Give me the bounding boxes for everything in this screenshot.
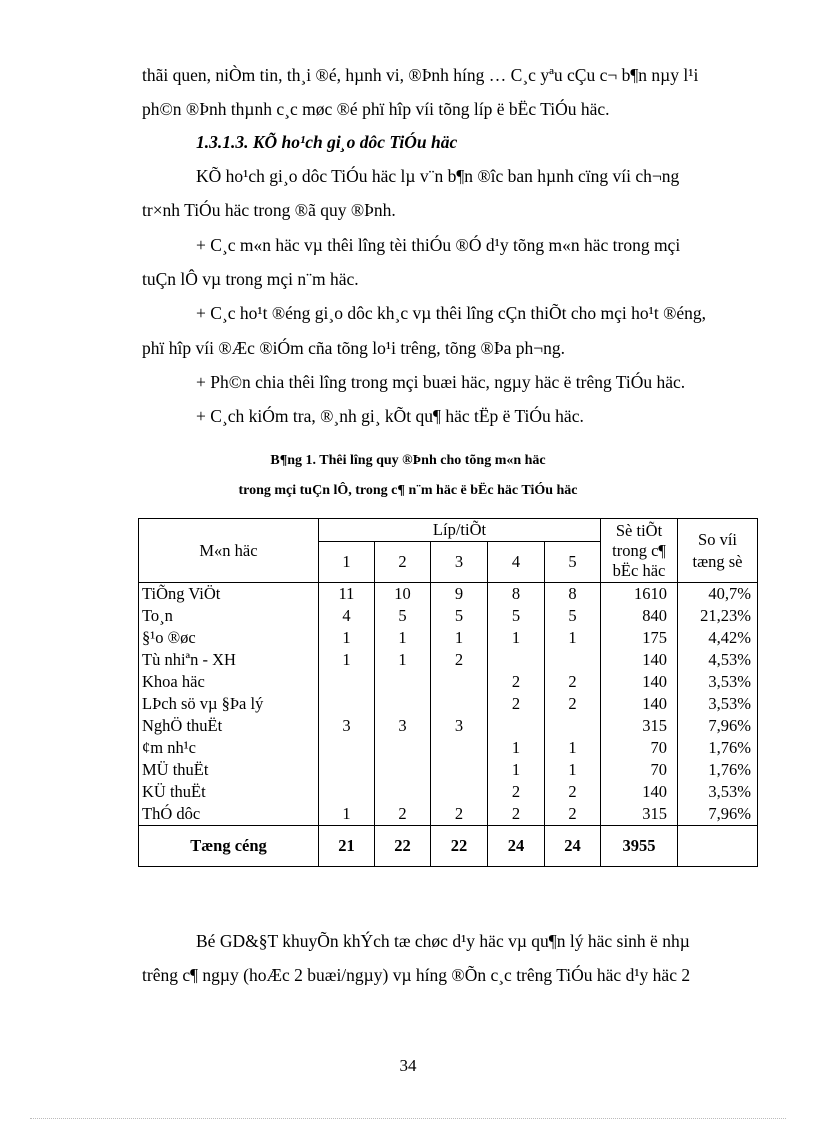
row-grade-3: 2	[431, 649, 488, 671]
row-grade-1: 1	[319, 627, 375, 649]
row-grade-1	[319, 781, 375, 803]
row-grade-5: 8	[545, 583, 601, 606]
row-percent: 40,7%	[678, 583, 758, 606]
header-grade-1: 1	[319, 542, 375, 583]
row-grade-4: 2	[488, 781, 545, 803]
row-subject: ThÓ dôc	[139, 803, 319, 826]
body-line-9: + Ph©n chia thêi lîng trong mçi buæi häc, ngµy häc ë trêng TiÓu häc.	[196, 372, 686, 392]
table-row	[139, 803, 758, 826]
row-grade-4	[488, 649, 545, 671]
row-percent: 21,23%	[678, 605, 758, 627]
header-total-periods: Sè tiÕt trong c¶ bËc häc	[601, 519, 678, 583]
row-percent: 3,53%	[678, 693, 758, 715]
row-grade-3: 2	[431, 803, 488, 826]
row-grade-1: 3	[319, 715, 375, 737]
header-grade-3: 3	[431, 542, 488, 583]
row-percent: 3,53%	[678, 781, 758, 803]
row-grade-4: 2	[488, 803, 545, 826]
row-grade-2: 1	[375, 627, 431, 649]
table-row	[139, 781, 758, 803]
subject-periods-table	[138, 518, 758, 867]
row-grade-4: 8	[488, 583, 545, 606]
table-total-row	[139, 826, 758, 867]
table-row	[139, 759, 758, 781]
row-grade-2	[375, 671, 431, 693]
total-grade-1: 21	[319, 826, 375, 867]
row-grade-5	[545, 649, 601, 671]
row-grade-1: 4	[319, 605, 375, 627]
row-total-periods: 140	[601, 649, 678, 671]
row-grade-2	[375, 693, 431, 715]
row-grade-5: 1	[545, 759, 601, 781]
row-grade-5: 2	[545, 781, 601, 803]
row-subject: MÜ thuËt	[139, 759, 319, 781]
header-subject: M«n häc	[139, 519, 319, 583]
total-grade-3: 22	[431, 826, 488, 867]
row-grade-1	[319, 671, 375, 693]
row-grade-1: 1	[319, 803, 375, 826]
row-total-periods: 315	[601, 803, 678, 826]
row-subject: Khoa häc	[139, 671, 319, 693]
row-grade-3: 9	[431, 583, 488, 606]
table-row	[139, 627, 758, 649]
row-grade-4: 2	[488, 671, 545, 693]
table-caption-line-1: B¶ng 1. Thêi lîng quy ®Þnh cho tõng m«n häc	[270, 453, 546, 468]
header-grade-2: 2	[375, 542, 431, 583]
body-line-12: trêng c¶ ngµy (hoÆc 2 buæi/ngµy) vµ híng ®Õn c¸c trêng TiÓu häc d¹y häc 2	[142, 965, 691, 985]
row-total-periods: 175	[601, 627, 678, 649]
row-grade-4: 2	[488, 693, 545, 715]
total-grade-2: 22	[375, 826, 431, 867]
row-grade-5: 2	[545, 693, 601, 715]
row-subject: KÜ thuËt	[139, 781, 319, 803]
row-grade-5: 2	[545, 803, 601, 826]
row-subject: TiÕng ViÖt	[139, 583, 319, 606]
body-line-7: + C¸c ho¹t ®éng gi¸o dôc kh¸c vµ thêi lîng cÇn thiÕt cho mçi ho¹t ®éng,	[196, 303, 707, 323]
row-grade-3	[431, 759, 488, 781]
row-grade-4: 1	[488, 737, 545, 759]
row-percent: 7,96%	[678, 803, 758, 826]
row-total-periods: 1610	[601, 583, 678, 606]
row-grade-2	[375, 759, 431, 781]
total-periods: 3955	[601, 826, 678, 867]
total-grade-4: 24	[488, 826, 545, 867]
body-line-4: tr×nh TiÓu häc trong ®ã quy ®Þnh.	[142, 200, 396, 220]
row-grade-5: 1	[545, 737, 601, 759]
row-grade-1	[319, 693, 375, 715]
body-line-3: KÕ ho¹ch gi¸o dôc TiÓu häc lµ v¨n b¶n ®îc ban hµnh cïng víi ch¬ng	[196, 166, 680, 186]
table-row	[139, 605, 758, 627]
row-percent: 1,76%	[678, 737, 758, 759]
body-line-1: thãi quen, niÒm tin, th¸i ®é, hµnh vi, ®Þnh híng … C¸c yªu cÇu c¬ b¶n nµy l¹i	[142, 65, 699, 85]
table-row	[139, 583, 758, 606]
header-grade-5: 5	[545, 542, 601, 583]
row-grade-3: 1	[431, 627, 488, 649]
header-grade-4: 4	[488, 542, 545, 583]
row-subject: To¸n	[139, 605, 319, 627]
section-heading: 1.3.1.3. KÕ ho¹ch gi¸o dôc TiÓu häc	[196, 132, 458, 152]
row-percent: 3,53%	[678, 671, 758, 693]
table-row	[139, 737, 758, 759]
row-grade-4	[488, 715, 545, 737]
row-percent: 1,76%	[678, 759, 758, 781]
row-subject: Tù nhiªn - XH	[139, 649, 319, 671]
row-total-periods: 140	[601, 781, 678, 803]
row-grade-1	[319, 759, 375, 781]
body-line-2: ph©n ®Þnh thµnh c¸c møc ®é phï hîp víi tõng líp ë bËc TiÓu häc.	[142, 99, 610, 119]
header-grade-group: Líp/tiÕt	[319, 519, 601, 542]
body-line-10: + C¸ch kiÓm tra, ®¸nh gi¸ kÕt qu¶ häc tËp ë TiÓu häc.	[196, 406, 584, 426]
table-caption-line-2: trong mçi tuÇn lÔ, trong c¶ n¨m häc ë bËc häc TiÓu häc	[238, 483, 578, 498]
row-grade-4: 5	[488, 605, 545, 627]
row-total-periods: 315	[601, 715, 678, 737]
row-total-periods: 840	[601, 605, 678, 627]
row-grade-1: 1	[319, 649, 375, 671]
row-grade-3	[431, 693, 488, 715]
body-line-6: tuÇn lÔ vµ trong mçi n¨m häc.	[142, 269, 359, 289]
total-label: Tæng céng	[139, 826, 319, 867]
row-grade-2: 1	[375, 649, 431, 671]
row-grade-2: 2	[375, 803, 431, 826]
row-grade-3	[431, 781, 488, 803]
page-number: 34	[399, 1056, 417, 1075]
row-total-periods: 140	[601, 671, 678, 693]
table-row	[139, 693, 758, 715]
row-total-periods: 70	[601, 759, 678, 781]
row-subject: LÞch sö vµ §Þa lý	[139, 693, 319, 715]
row-subject: ¢m nh¹c	[139, 737, 319, 759]
table-row	[139, 649, 758, 671]
total-grade-5: 24	[545, 826, 601, 867]
row-grade-2: 5	[375, 605, 431, 627]
row-total-periods: 140	[601, 693, 678, 715]
row-grade-5: 1	[545, 627, 601, 649]
row-grade-1	[319, 737, 375, 759]
row-grade-5	[545, 715, 601, 737]
row-grade-4: 1	[488, 627, 545, 649]
row-grade-2: 3	[375, 715, 431, 737]
row-grade-3: 5	[431, 605, 488, 627]
row-grade-2	[375, 737, 431, 759]
footer-divider	[30, 1118, 786, 1119]
row-subject: §¹o ®øc	[139, 627, 319, 649]
body-line-5: + C¸c m«n häc vµ thêi lîng tèi thiÓu ®Ó d¹y tõng m«n häc trong mçi	[196, 235, 681, 255]
row-total-periods: 70	[601, 737, 678, 759]
row-grade-5: 5	[545, 605, 601, 627]
row-grade-3	[431, 737, 488, 759]
table-row	[139, 715, 758, 737]
row-grade-3	[431, 671, 488, 693]
row-percent: 7,96%	[678, 715, 758, 737]
row-grade-5: 2	[545, 671, 601, 693]
row-grade-3: 3	[431, 715, 488, 737]
header-percent: So víi tæng sè	[678, 519, 758, 583]
row-grade-1: 11	[319, 583, 375, 606]
row-grade-2	[375, 781, 431, 803]
row-grade-2: 10	[375, 583, 431, 606]
row-percent: 4,53%	[678, 649, 758, 671]
table-row	[139, 671, 758, 693]
total-percent	[678, 826, 758, 867]
body-line-11: Bé GD&§T khuyÕn khÝch tæ chøc d¹y häc vµ qu¶n lý häc sinh ë nhµ	[196, 931, 690, 951]
row-grade-4: 1	[488, 759, 545, 781]
row-percent: 4,42%	[678, 627, 758, 649]
row-subject: NghÖ thuËt	[139, 715, 319, 737]
body-line-8: phï hîp víi ®Æc ®iÓm cña tõng lo¹i trêng, tõng ®Þa ph¬ng.	[142, 338, 565, 358]
